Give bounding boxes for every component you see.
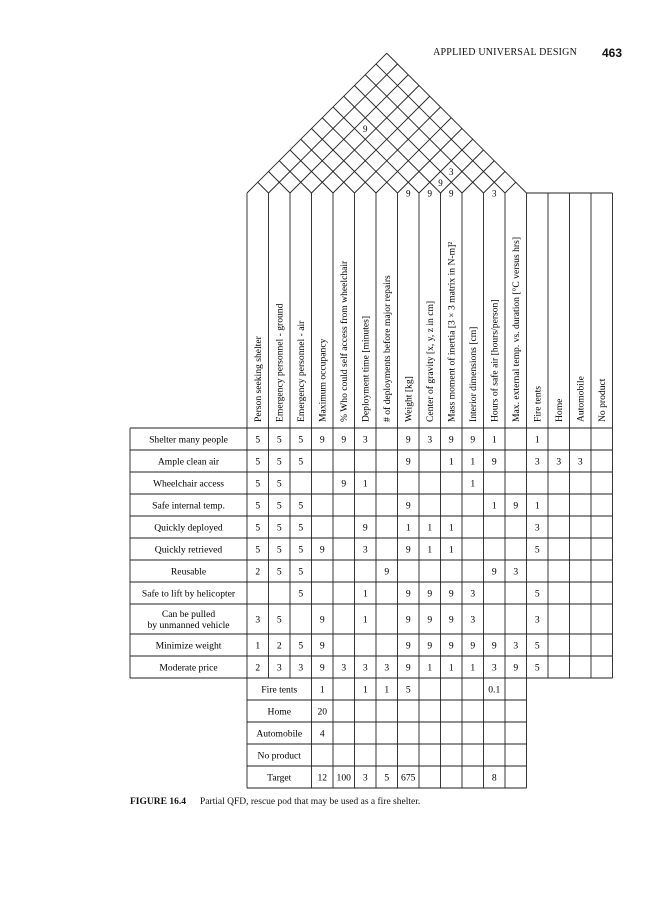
relationship-value: 5 [255, 522, 261, 534]
relationship-value: 9 [405, 434, 411, 446]
benchmark-table [247, 678, 527, 788]
relationship-value: 5 [255, 544, 261, 556]
benchmark-label: Target [267, 772, 292, 784]
relationship-value: 5 [534, 588, 540, 600]
column-header-label: Emergency personnel - ground [274, 303, 286, 422]
relationship-value: 9 [427, 614, 433, 626]
relationship-value: 5 [276, 500, 282, 512]
relationship-value: 9 [513, 500, 519, 512]
column-header-label: # of deployments before major repairs [382, 275, 394, 422]
column-header-label: Weight [kg] [403, 376, 415, 422]
roof-correlation-value: 9 [427, 188, 432, 199]
customer-requirement: Minimize weight [155, 640, 222, 652]
relationship-value: 9 [405, 588, 411, 600]
relationship-value: 9 [513, 662, 519, 674]
benchmark-label: Fire tents [261, 684, 298, 696]
relationship-value: 9 [341, 478, 347, 490]
relationship-value: 1 [448, 522, 454, 534]
benchmark-label: Home [267, 706, 291, 718]
relationship-value: 3 [534, 456, 540, 468]
customer-requirement: by unmanned vehicle [147, 620, 230, 631]
benchmark-value: 675 [401, 772, 416, 784]
relationship-value: 5 [298, 544, 304, 556]
roof-correlation-value: 9 [438, 177, 443, 188]
customer-requirement: Safe internal temp. [152, 500, 225, 512]
relationship-value: 9 [491, 566, 497, 578]
roof-grid-line [290, 75, 408, 193]
benchmark-value: 5 [405, 684, 411, 696]
relationship-value: 9 [470, 434, 476, 446]
customer-requirement: Quickly deployed [154, 522, 223, 534]
benchmark-label: No product [257, 750, 301, 762]
roof-correlation-value: 9 [449, 188, 454, 199]
relationship-value: 3 [384, 662, 390, 674]
relationship-value: 3 [513, 640, 519, 652]
relationship-value: 3 [427, 434, 433, 446]
relationship-value: 9 [319, 544, 325, 556]
roof-grid-line [301, 139, 355, 193]
customer-requirement: Shelter many people [149, 434, 228, 446]
benchmark-value: 4 [319, 728, 325, 740]
benchmark-value: 1 [384, 684, 390, 696]
column-header-label: No product [597, 378, 609, 422]
relationship-value: 9 [405, 640, 411, 652]
customer-requirement: Quickly retrieved [154, 544, 223, 556]
relationship-value: 1 [362, 614, 368, 626]
benchmark-value: 100 [336, 772, 351, 784]
roof-grid-line [505, 182, 516, 193]
customer-requirement: Wheelchair access [152, 478, 225, 490]
relationship-value: 9 [405, 544, 411, 556]
relationship-value: 5 [298, 566, 304, 578]
relationship-value: 3 [577, 456, 583, 468]
relationship-value: 3 [470, 614, 476, 626]
relationship-value: 9 [319, 614, 325, 626]
relationship-value: 5 [276, 434, 282, 446]
relationship-value: 1 [362, 588, 368, 600]
relationship-value: 1 [470, 456, 476, 468]
relationship-value: 1 [491, 434, 497, 446]
column-header-label: Emergency personnel - air [296, 320, 308, 422]
relationship-value: 1 [448, 544, 454, 556]
relationship-value: 9 [405, 456, 411, 468]
column-header-label: Fire tents [532, 386, 544, 422]
relationship-value: 3 [470, 588, 476, 600]
relationship-value: 5 [276, 614, 282, 626]
column-header-label: Interior dimensions [cm] [468, 326, 480, 422]
relationship-value: 3 [298, 662, 304, 674]
benchmark-value: 0.1 [488, 684, 501, 696]
relationship-value: 5 [255, 478, 261, 490]
figure-caption [130, 797, 420, 807]
relationship-value: 1 [470, 662, 476, 674]
column-header-label: Person seeking shelter [253, 336, 265, 422]
relationship-value: 1 [491, 500, 497, 512]
relationship-value: 1 [427, 522, 433, 534]
relationship-value: 3 [556, 456, 562, 468]
relationship-value: 5 [534, 662, 540, 674]
relationship-value: 1 [427, 662, 433, 674]
roof-grid-line [419, 139, 473, 193]
column-header-label: Maximum occupancy [317, 338, 329, 422]
column-header-label: Deployment time [minutes] [360, 315, 372, 422]
roof-grid-line [365, 75, 483, 193]
relationship-value: 3 [276, 662, 282, 674]
relationship-value: 5 [534, 544, 540, 556]
benchmark-value: 3 [362, 772, 368, 784]
relationship-value: 1 [427, 544, 433, 556]
relationship-value: 9 [319, 662, 325, 674]
relationship-value: 3 [255, 614, 261, 626]
benchmark-value: 5 [384, 772, 390, 784]
benchmark-value: 8 [491, 772, 497, 784]
relationship-value: 1 [534, 434, 540, 446]
relationship-value: 9 [470, 640, 476, 652]
relationship-value: 9 [448, 640, 454, 652]
relationship-value: 3 [341, 662, 347, 674]
page-number: 463 [601, 46, 622, 60]
correlation-roof [247, 53, 527, 198]
benchmark-value: 20 [317, 706, 328, 718]
relationship-value: 5 [276, 478, 282, 490]
relationship-value: 9 [448, 588, 454, 600]
relationship-value: 9 [491, 456, 497, 468]
relationship-value: 5 [298, 456, 304, 468]
relationship-value: 1 [448, 456, 454, 468]
figure-caption-text: Partial QFD, rescue pod that may be used as a fire shelter. [199, 797, 421, 807]
relationship-value: 5 [298, 640, 304, 652]
roof-grid-line [387, 53, 527, 193]
relationship-value: 3 [534, 522, 540, 534]
roof-grid-line [333, 96, 430, 193]
column-header-label: Home [554, 398, 566, 422]
relationship-value: 9 [319, 434, 325, 446]
relationship-value: 2 [255, 566, 261, 578]
relationship-value: 9 [405, 662, 411, 674]
relationship-value: 3 [362, 544, 368, 556]
relationship-value: 5 [255, 434, 261, 446]
relationship-value: 1 [470, 478, 476, 490]
relationship-value: 5 [298, 500, 304, 512]
relationship-value: 1 [255, 640, 261, 652]
relationship-value: 5 [534, 640, 540, 652]
relationship-value: 9 [427, 640, 433, 652]
relationship-value: 9 [405, 500, 411, 512]
customer-requirement: Can be pulled [161, 609, 216, 620]
relationship-value: 3 [362, 662, 368, 674]
relationship-value: 3 [362, 434, 368, 446]
relationship-value: 9 [319, 640, 325, 652]
relationship-value: 1 [534, 500, 540, 512]
benchmark-label: Automobile [256, 728, 303, 740]
customer-requirement: Safe to lift by helicopter [141, 588, 236, 600]
relationship-value: 1 [362, 478, 368, 490]
relationship-value: 2 [276, 640, 282, 652]
roof-correlation-value: 3 [492, 188, 497, 199]
customer-requirement: Moderate price [159, 662, 218, 674]
relationship-value: 9 [362, 522, 368, 534]
relationship-value: 5 [276, 456, 282, 468]
relationship-value: 5 [255, 500, 261, 512]
relationship-value: 9 [405, 614, 411, 626]
benchmark-value: 1 [319, 684, 325, 696]
roof-grid-line [344, 96, 441, 193]
relationship-value: 9 [341, 434, 347, 446]
column-header-label: % Who could self access from wheelchair [339, 260, 351, 422]
column-header-label: Max. external temp. vs. duration [°C versus hrs] [511, 236, 523, 422]
relationship-value: 3 [513, 566, 519, 578]
roof-correlation-value: 3 [449, 167, 454, 177]
benchmark-value: 12 [317, 772, 328, 784]
relationship-value: 1 [448, 662, 454, 674]
customer-requirement: Ample clean air [157, 456, 220, 468]
relationship-value: 5 [298, 434, 304, 446]
column-header-label: Hours of safe air [hours/person] [489, 299, 501, 422]
relationship-matrix [130, 428, 613, 678]
column-headers [247, 193, 613, 428]
roof-correlation-value: 9 [363, 124, 368, 134]
roof-grid-line [322, 118, 397, 193]
roof-grid-line [258, 182, 269, 193]
roof-correlation-value: 9 [406, 188, 411, 199]
relationship-value: 5 [276, 522, 282, 534]
relationship-value: 1 [405, 522, 411, 534]
relationship-value: 9 [384, 566, 390, 578]
relationship-value: 2 [255, 662, 261, 674]
running-head-title: APPLIED UNIVERSAL DESIGN [433, 47, 577, 58]
relationship-value: 9 [427, 588, 433, 600]
relationship-value: 5 [298, 588, 304, 600]
relationship-value: 9 [491, 640, 497, 652]
customer-requirement: Reusable [170, 566, 207, 578]
relationship-value: 5 [255, 456, 261, 468]
relationship-value: 5 [276, 566, 282, 578]
column-header-label: Mass moment of inertia [3 × 3 matrix in N-m]² [446, 241, 458, 422]
benchmark-value: 1 [362, 684, 368, 696]
column-header-label: Center of gravity [x, y, z in cm] [425, 300, 437, 422]
relationship-value: 3 [491, 662, 497, 674]
relationship-value: 3 [534, 614, 540, 626]
relationship-value: 5 [276, 544, 282, 556]
relationship-value: 5 [298, 522, 304, 534]
relationship-value: 9 [448, 434, 454, 446]
column-header-label: Automobile [575, 376, 587, 422]
relationship-value: 9 [448, 614, 454, 626]
figure-label: FIGURE 16.4 [130, 797, 186, 807]
